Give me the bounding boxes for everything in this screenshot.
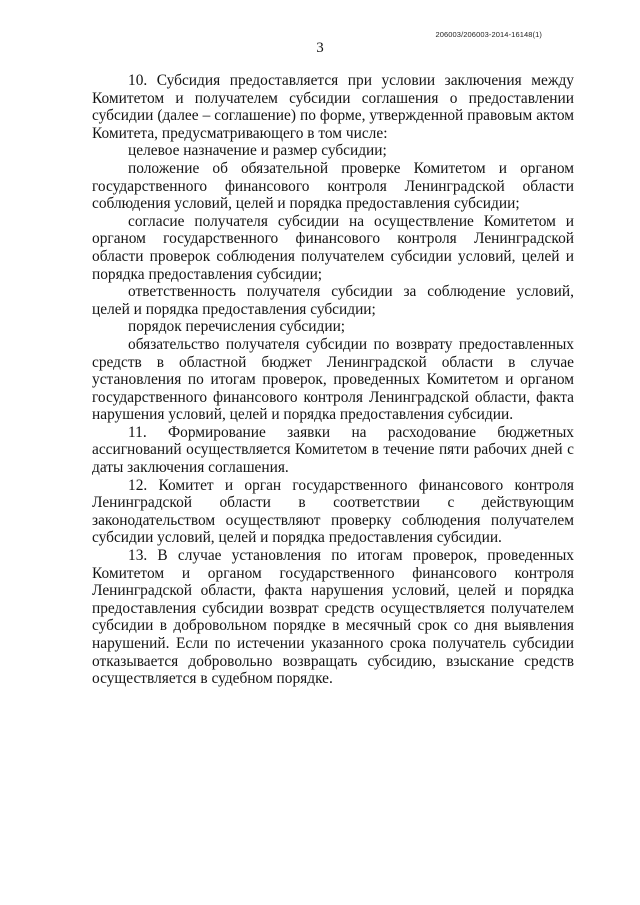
list-item-purpose: целевое назначение и размер субсидии; [128, 142, 387, 160]
document-id: 206003/206003-2014-16148(1) [435, 30, 542, 39]
list-item-consent: согласие получателя субсидии на осуществление Комитетом и органом государственного финансового контроля Ленинградской области проверок соблюдения получателем субсидии условий, целей и порядка предоставления субсидии; [92, 212, 574, 283]
paragraph-11: 11. Формирование заявки на расходование бюджетных ассигнований осуществляется Комитетом в течение пяти рабочих дней с даты заключения соглашения. [92, 423, 574, 477]
list-item-transfer-order: порядок перечисления субсидии; [128, 318, 346, 336]
list-item-return-obligation: обязательство получателя субсидии по возврату предоставленных средств в областной бюджет Ленинградской области в случае установления по итогам проверок, проведенных Комитетом и органом государственного финансового контроля Ленинградской области, факта нарушения условий, целей и порядка предоставления субсидии. [92, 335, 574, 424]
document-body [92, 72, 574, 688]
paragraph-10: 10. Субсидия предоставляется при условии заключения между Комитетом и получателем субсидии соглашения о предоставлении субсидии (далее – соглашение) по форме, утвержденной правовым актом Комитета, предусматривающего в том числе: [92, 72, 574, 142]
page-number: 3 [316, 40, 324, 56]
list-item-responsibility: ответственность получателя субсидии за соблюдение условий, целей и порядка предоставления субсидии; [92, 283, 574, 318]
paragraph-13: 13. В случае установления по итогам проверок, проведенных Комитетом и органом государственного финансового контроля Ленинградской области, факта нарушения условий, целей и порядка предоставления субсидии возврат средств осуществляется получателем субсидии в добровольном порядке в месячный срок со дня выявления нарушений. Если по истечении указанного срока получатель субсидии отказывается добровольно возвращать субсидию, взыскание средств осуществляется в судебном порядке. [92, 547, 574, 688]
list-item-inspection: положение об обязательной проверке Комитетом и органом государственного финансового контроля Ленинградской области соблюдения условий, целей и порядка предоставления субсидии; [92, 159, 574, 213]
paragraph-12: 12. Комитет и орган государственного финансового контроля Ленинградской области в соответствии с действующим законодательством осуществляют проверку соблюдения получателем субсидии условий, целей и порядка предоставления субсидии. [92, 476, 574, 547]
